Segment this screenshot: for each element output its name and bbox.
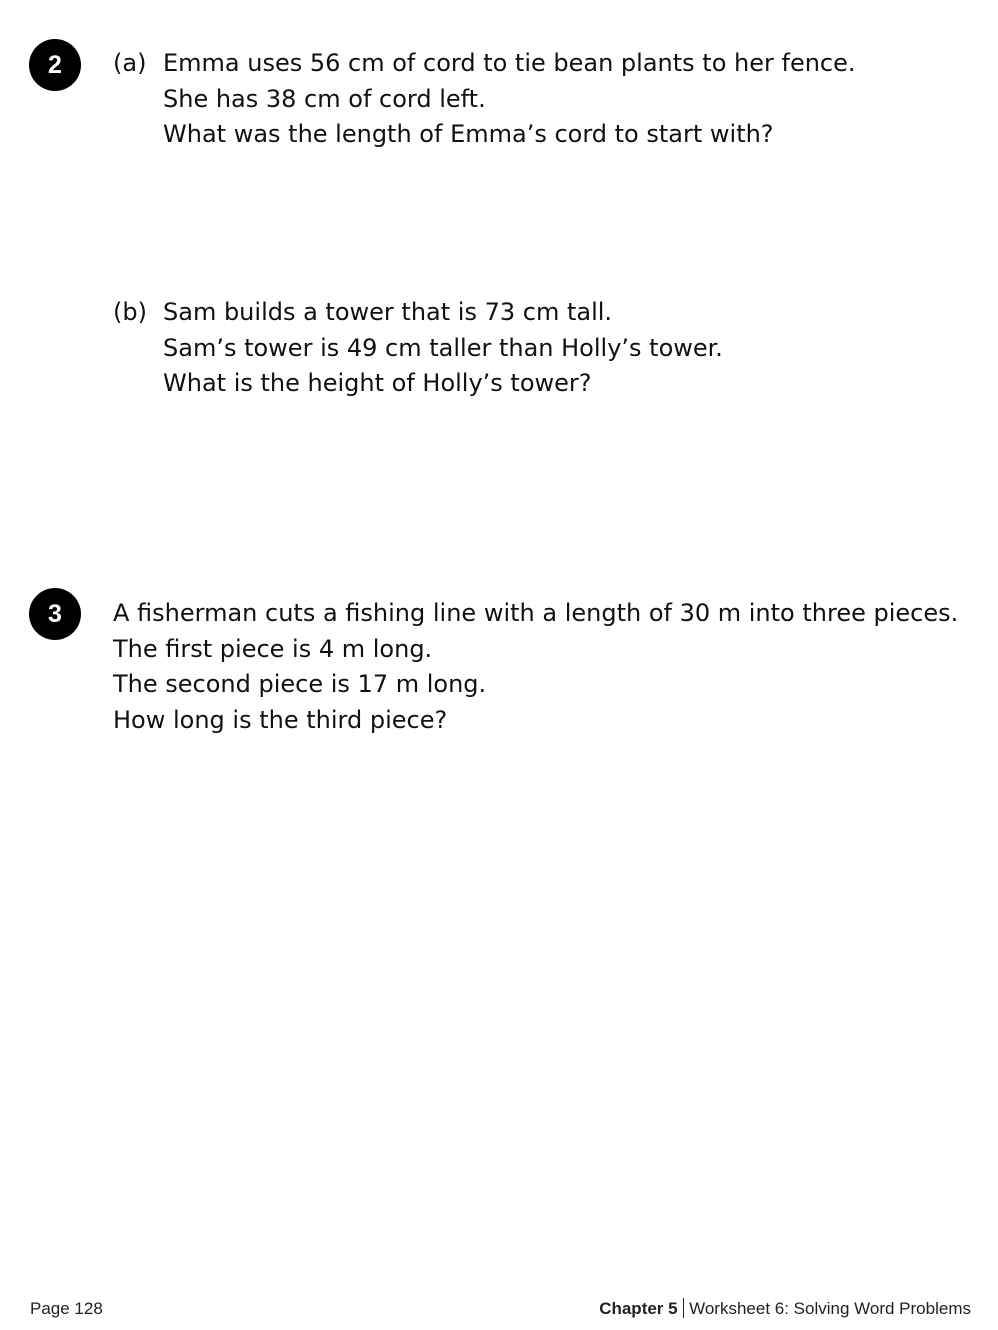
question-line: The first piece is 4 m long. (113, 634, 433, 663)
question-3-text (113, 596, 958, 738)
footer-divider (683, 1298, 685, 1318)
part-b-text (163, 295, 723, 402)
question-line: The second piece is 17 m long. (113, 670, 487, 698)
worksheet-title: Worksheet 6: Solving Word Problems (689, 1299, 971, 1318)
question-line: She has 38 cm of cord left. (163, 84, 486, 113)
part-a-text (163, 46, 856, 153)
chapter-label: Chapter 5 (599, 1299, 678, 1318)
question-number-badge: 2 (29, 39, 81, 91)
part-b-label: (b) (113, 298, 147, 326)
question-line: A fisherman cuts a fishing line with a length of 30 m into three pieces. (113, 599, 959, 627)
question-line: Emma uses 56 cm of cord to tie bean plants to her fence. (163, 49, 856, 77)
question-line: What is the height of Holly’s tower? (163, 369, 592, 397)
page-number: Page 128 (30, 1299, 103, 1318)
question-line: What was the length of Emma’s cord to start with? (163, 120, 774, 148)
question-number-badge: 3 (29, 588, 81, 640)
part-a-label: (a) (113, 49, 147, 77)
footer-chapter-info (599, 1298, 971, 1320)
question-line: How long is the third piece? (113, 705, 448, 734)
question-line: Sam’s tower is 49 cm taller than Holly’s tower. (163, 333, 723, 362)
question-line: Sam builds a tower that is 73 cm tall. (163, 298, 613, 326)
